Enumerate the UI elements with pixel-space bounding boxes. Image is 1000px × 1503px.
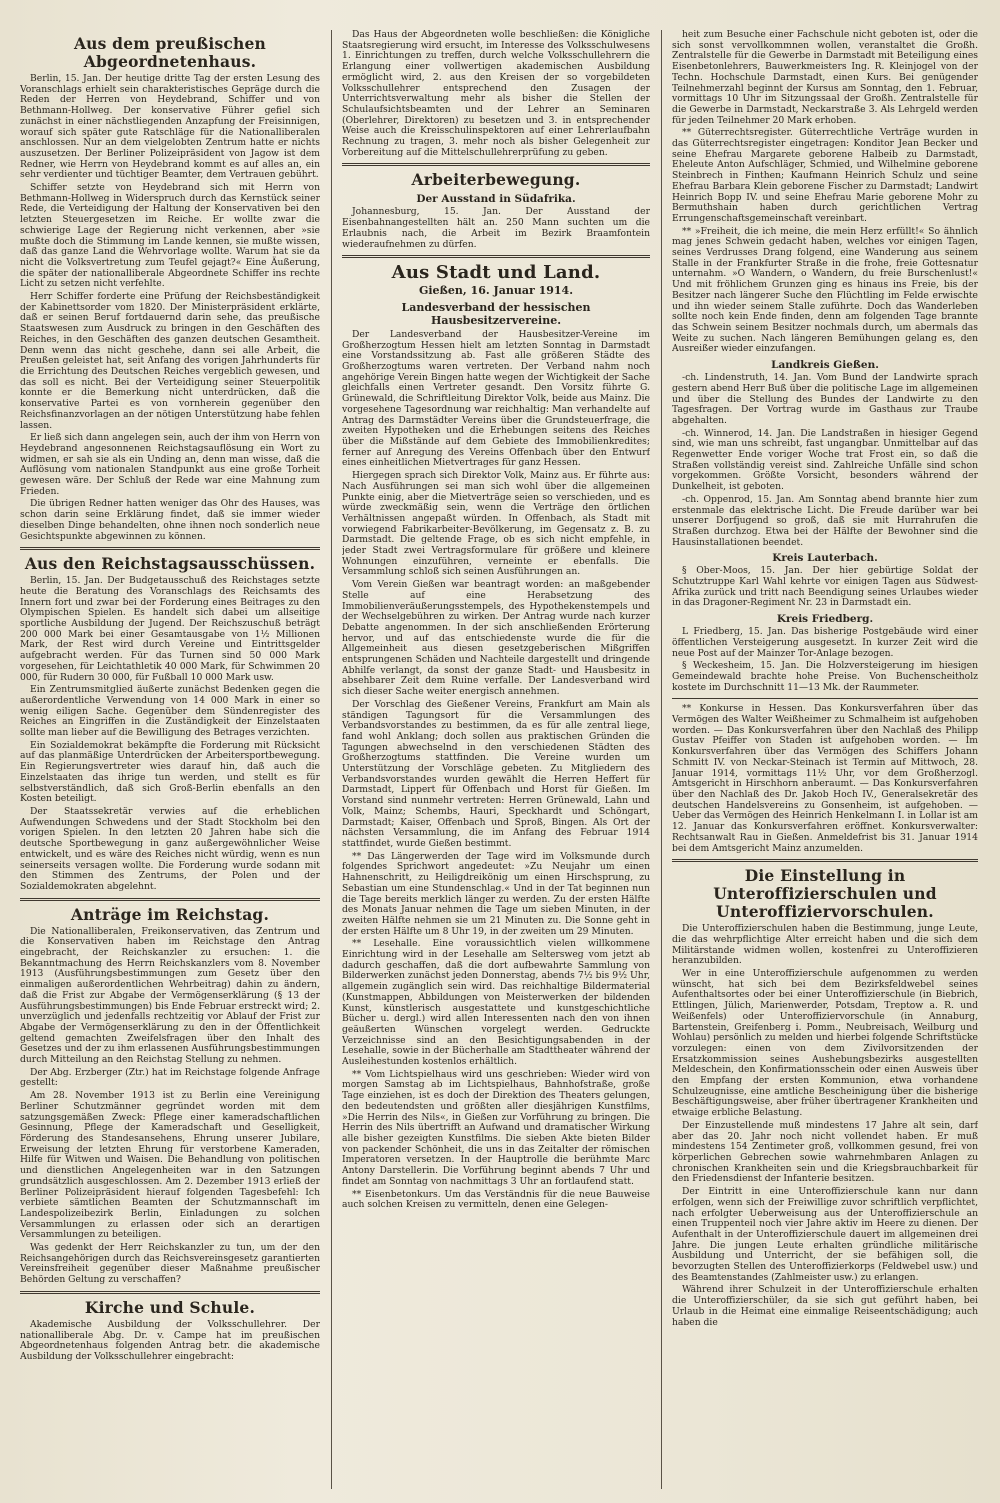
region-heading-lauterbach: Kreis Lauterbach. — [772, 552, 878, 565]
article-paragraph: ** Eisenbetonkurs. Um das Verständnis für die neue Bauweise auch solchen Kreisen zu vermitteln, denen eine Gelegen- — [342, 1188, 650, 1211]
section-divider — [672, 698, 978, 699]
article-paragraph: -ch. Oppenrod, 15. Jan. Am Sonntag abend brannte hier zum erstenmale das elektrische Licht. Die Freude darüber war bei unserer Dorfjugend so groß, daß sie mit Hurrahrufen die Straßen durchzog. Etwa bei der Hälfte der Bewohner sind die Hausinstallationen beendet. — [672, 493, 978, 548]
section-title-reichstagsausschuesse: Aus den Reichstagsausschüssen. — [24, 554, 316, 574]
section-title-arbeiterbewegung: Arbeiterbewegung. — [411, 170, 581, 190]
section-divider — [20, 898, 320, 901]
article-paragraph: Was gedenkt der Herr Reichskanzler zu tun, um der den Reichsangehörigen durch das Reichsvereinsgesetz garantierten Vereinsfreiheit gegenüber dieser Maßnahme preußischer Behörden Geltung zu verschaffen? — [20, 1242, 320, 1286]
article-paragraph: ** »Freiheit, die ich meine, die mein Herz erfüllt!« So ähnlich mag jenes Schwein gedacht haben, welches vor einigen Tagen, seines Verdrusses Drang folgend, eine Wanderung aus seinem Stalle in der Frankfurter Straße in die frohe, freie Gottesnatur unternahm. »O Wandern, o Wandern, du freie Burschenlust!« Und mit fröhlichem Grunzen ging es hinaus ins Freie, bis der Besitzer nach längerer Suche den Flüchtling im Felde erwischte und ihn wieder seinem Stalle zuführte. Doch das Wanderleben sollte noch kein Ende finden, denn am folgenden Tage brannte das Schwein seinem Besitzer nochmals durch, um abermals das Weite zu suchen. Nach längeren Bemühungen gelang es, den Ausreißer wieder einzufangen. — [672, 225, 978, 355]
article-paragraph: § Weckesheim, 15. Jan. Die Holzversteigerung im hiesigen Gemeindewald brachte hohe Preise. Von Buchenscheitholz kostete im Durchschnitt 11—13 Mk. der Raummeter. — [672, 660, 978, 693]
article-paragraph: Ein Zentrumsmitglied äußerte zunächst Bedenken gegen die außerordentliche Verwendung von 14 000 Mark in einer so wenig eiligen Sache. Gegenüber dem Sündenregister des Reiches an Eingriffen in die Zuständigkeit der Einzelstaaten sollte man lieber auf die Bewilligung des Betrages verzichten. — [20, 684, 320, 739]
column-2 — [342, 30, 650, 1489]
subheading-ausstand: Der Ausstand in Südafrika. — [416, 193, 576, 206]
section-divider — [672, 859, 978, 862]
section-title-kirche-schule: Kirche und Schule. — [84, 1297, 256, 1317]
region-heading-giessen: Landkreis Gießen. — [771, 359, 879, 372]
subheading-landesverband: Landesverband der hessischen Hausbesitzervereine. — [401, 300, 591, 327]
article-paragraph: ** Güterrechtsregister. Güterrechtliche Verträge wurden in das Güterrechtsregister eingetragen: Konditor Jean Becker und seine Ehefrau Margarete geborene Halbeib zu Darmstadt, Eheleute Anton Aufschläger, Schmied, und Wilhelmine geborene Steinbrech in Finthen; Kaufmann Heinrich Schulz und seine Ehefrau Barbara Klein geborene Fischer zu Darmstadt; Landwirt Heinrich Bopp IV. und seine Ehefrau Marie geborene Mohr zu Bermuthshain haben durch gerichtlichen Vertrag Errungenschaftsgemeinschaft vereinbart. — [672, 127, 978, 224]
column-1 — [20, 30, 320, 1489]
column-rule-2 — [661, 30, 662, 1489]
article-paragraph: Die Nationalliberalen, Freikonservativen, das Zentrum und die Konservativen haben im Reichstage den Antrag eingebracht, der Reichskanzler zu ersuchen: 1. die Bekanntmachung des Herrn Reichskanzlers vom 8. November 1913 (Ausführungsbestimmungen zum Gesetz über den einmaligen außerordentlichen Wehrbeitrag) dahin zu ändern, daß die Frist zur Abgabe der Vermögenserklärung (§ 13 der Ausführungsbestimmungen) bis Ende Februar erstreckt wird; 2. unverzüglich und jedenfalls rechtzeitig vor Ablauf der Frist zur Abgabe der Vermögenserklärung zu den in der Öffentlichkeit geltend gemachten Zweifelsfragen über den Inhalt des Gesetzes und der zu ihm erlassenen Ausführungsbestimmungen durch Mitteilung an den Reichstag Stellung zu nehmen. — [20, 925, 320, 1066]
section-divider — [342, 163, 650, 166]
article-paragraph: L Friedberg, 15. Jan. Das bisherige Postgebäude wird einer öffentlichen Versteigerung ausgesetzt. In kurzer Zeit wird die neue Post auf der Mainzer Tor-Anlage bezogen. — [672, 626, 978, 659]
article-paragraph: ** Vom Lichtspielhaus wird uns geschrieben: Wieder wird von morgen Samstag ab im Lichtspielhaus, Bahnhofstraße, große Tage einziehen, ist es doch der Direktion des Theaters gelungen, den bedeutendsten und größten aller diesjährigen Kunstfilms, »Die Herrin des Nils«, in Gießen zur Vorführung zu bringen. Die Herrin des Nils übertrifft an Aufwand und dramatischer Wirkung alle bisher gezeigten Kunstfilms. Die sieben Akte bieten Bilder von packender Schönheit, die uns in das Zeitalter der römischen Imperatoren versetzen. In der Hauptrolle die berühmte Marc Antony Darstellerin. Die Vorführung beginnt abends 7 Uhr und findet am Sonntag von nachmittags 3 Uhr an fortlaufend statt. — [342, 1068, 650, 1187]
article-paragraph: Hiergegen sprach sich Direktor Volk, Mainz aus. Er führte aus: Nach Ausführungen sei man sich wohl über die allgemeinen Punkte einig, aber die Mietverträge seien so verschieden, und es würde zweckmäßig sein, wenn die Verträge den örtlichen Verhältnissen angepaßt würden. In Offenbach, als Stadt mit vorwiegend Fabrikarbeiter-Bevölkerung, im Gegensatz z. B. zu Darmstadt. Die geltende Frage, ob es sich nicht empfehle, in jeder Stadt zwei Vertragsformulare für größere und kleinere Wohnungen einzuführen, verneinte er ebenfalls. Die Versammlung schloß sich seinen Ausführungen an. — [342, 470, 650, 578]
section-divider — [20, 547, 320, 550]
article-paragraph: heit zum Besuche einer Fachschule nicht geboten ist, oder die sich sonst vervollkommnen wollen, veranstaltet die Großh. Zentralstelle für die Gewerbe in Darmstadt mit Beteiligung eines Eisenbetonlehrers, Bauwerkmeisters Ing. R. Kleinjogel von der Techn. Hochschule Darmstadt, einen Kurs. Bei genügender Teilnehmerzahl beginnt der Kursus am Sonntag, den 1. Februar, vormittags 10 Uhr im Sitzungssaal der Großh. Zentralstelle für die Gewerbe in Darmstadt, Neckarstraße 3. Als Lehrgeld werden für jeden Teilnehmer 20 Mark erhoben. — [672, 30, 978, 126]
article-paragraph: Der Einzustellende muß mindestens 17 Jahre alt sein, darf aber das 20. Jahr noch nicht vollendet haben. Er muß mindestens 154 Zentimeter groß, vollkommen gesund, frei von körperlichen Gebrechen sowie wahrnehmbaren Anlagen zu chronischen Krankheiten sein und die Kriegsbrauchbarkeit für den Friedensdienst der Infanterie besitzen. — [672, 1119, 978, 1185]
article-paragraph: Am 28. November 1913 ist zu Berlin eine Vereinigung Berliner Schutzmänner gegründet worden mit dem satzungsgemäßen Zweck: Pflege einer kameradschaftlichen Gesinnung, Pflege der Kameradschaft und Geselligkeit, Förderung des Standesansehens, Ehrung unserer Jubilare, Erweisung der letzten Ehrung für verstorbene Kameraden, Hilfe für Witwen und Waisen. Die Behandlung von politischen und dienstlichen Angelegenheiten war in den Satzungen grundsätzlich ausgeschlossen. Am 2. Dezember 1913 erließ der Berliner Polizeipräsident hierauf folgenden Tagesbefehl: Ich verbiete sämtlichen Beamten der Schutzmannschaft im Landespolizeibezirk Berlin, Einladungen zu solchen Versammlungen zu erlassen oder sich an derartigen Versammlungen zu beteiligen. — [20, 1090, 320, 1241]
article-paragraph: Akademische Ausbildung der Volksschullehrer. Der nationalliberale Abg. Dr. v. Campe hat im preußischen Abgeordnetenhaus folgenden Antrag betr. die akademische Ausbildung der Volksschullehrer eingebracht: — [20, 1318, 320, 1362]
article-paragraph: Ein Sozialdemokrat bekämpfte die Forderung mit Rücksicht auf das planmäßige Unterdrücken der Arbeitersportbewegung. Ein Regierungsvertreter wies darauf hin, daß auch die Einzelstaaten das ihrige tun werden, und stellt es für selbstverständlich, daß sich Groß-Berlin ebenfalls an den Kosten beteiligt. — [20, 739, 320, 805]
section-title-unteroffizierschulen: Die Einstellung in Unteroffizierschulen und Unteroffiziervorschulen. — [713, 866, 937, 922]
article-paragraph: Der Staatssekretär verwies auf die erheblichen Aufwendungen Schwedens und der Stadt Stockholm bei den vorigen Spielen. In den letzten 20 Jahren habe sich die deutsche Sportbewegung in ganz außergewöhnlicher Weise entwickelt, und es wäre des Reiches nicht würdig, wenn es nun seinerseits versagen wollte. Die Forderung wurde sodann mit den Stimmen des Zentrums, der Polen und der Sozialdemokraten abgelehnt. — [20, 806, 320, 892]
article-paragraph: Berlin, 15. Jan. Der heutige dritte Tag der ersten Lesung des Voranschlags erhielt sein charakteristisches Gepräge durch die Reden der Herren von Heydebrand, Schiffer und von Bethmann-Hollweg. Der konservative Führer gefiel sich zunächst in einer nächstliegenden Anzapfung der Freisinnigen, worauf sich später gute Ratschläge für die Nationalliberalen anschlossen. Nur an dem vielgelobten Zentrum hatte er nichts auszusetzen. Der Berliner Polizeipräsident von Jagow ist dem Redner, wie Herrn von Heydebrand kommt es auf alles an, ein sehr verdienter und tüchtiger Beamter, dem Vertrauen gebührt. — [20, 73, 320, 181]
article-paragraph: Während ihrer Schulzeit in der Unteroffizierschule erhalten die Unteroffizierschüler, da sie sich gut geführt haben, bei Urlaub in die Heimat eine einmalige Reiseentschädigung; auch haben die — [672, 1284, 978, 1328]
article-paragraph: ** Lesehalle. Eine voraussichtlich vielen willkommene Einrichtung wird in der Lesehalle am Seltersweg vom jetzt ab dadurch geschaffen, daß die dort aufbewahrte Sammlung von Bilderwerken zunächst jeden Donnerstag, abends 7½ bis 9½ Uhr, allgemein zugänglich sein wird. Das reichhaltige Bildermaterial (Kunstmappen, Abbildungen von Meisterwerken der bildenden Kunst, künstlerisch ausgestattete und kunstgeschichtliche Bücher u. dergl.) wird allen Interessenten nach den von ihnen geäußerten Wünschen vorgelegt werden. Gedruckte Verzeichnisse sind an den Besichtigungsabenden in der Lesehalle, sowie in der Bücherhalle am Stadttheater während der Ausleihestunden kostenlos erhältlich. — [342, 938, 650, 1068]
article-paragraph: Die übrigen Redner hatten weniger das Ohr des Hauses, was schon darin seine Erklärung findet, daß sie immer wieder dieselben Dinge behandelten, ohne ihnen noch sonderlich neue Gesichtspunkte abgewinnen zu können. — [20, 498, 320, 542]
article-paragraph: Herr Schiffer forderte eine Prüfung der Reichsbeständigkeit der Kabinettsorder vom 1820. Der Ministerpräsident erklärte, daß er seinen Beruf fortdauernd darin sehe, das preußische Staatswesen zum Ausdruck zu bringen in den Geschäften des Reiches, in den Geschäften des ganzen deutschen Gesamtheit. Denn wenn das nicht geschehe, dann sei alle Arbeit, die Preußen geleistet hat, seit Anfang des vorigen Jahrhunderts für die Errichtung des Deutschen Reiches vergeblich gewesen, und das soll es nicht. Bei der Verteidigung seiner Steuerpolitik konnte er die Bemerkung nicht unterdrücken, daß die konservative Partei es von vornherein gegenüber den Reichsfinanzvorlagen an der nötigen Unterstützung habe fehlen lassen. — [20, 291, 320, 431]
article-paragraph: ** Konkurse in Hessen. Das Konkursverfahren über das Vermögen des Walter Weißheimer zu Schmalheim ist aufgehoben worden. — Das Konkursverfahren über den Nachlaß des Philipp Gustav Pfeiffer von Staden ist aufgehoben worden. — Im Konkursverfahren über das Vermögen des Schiffers Johann Schmitt IV. von Neckar-Steinach ist Termin auf Mittwoch, 28. Januar 1914, vormittags 11½ Uhr, vor dem Großherzogl. Amtsgericht in Hirschhorn anberaumt. — Das Konkursverfahren über den Nachlaß des Dr. Jakob Hoch IV., Generalsekretär des deutschen Handelsvereins zu Gonsenheim, ist aufgehoben. — Ueber das Vermögen des Heinrich Henkelmann I. in Lollar ist am 12. Januar das Konkursverfahren eröffnet. Konkursverwalter: Rechtsanwalt Rau in Gießen. Anmeldefrist bis 31. Januar 1914 bei dem Amtsgericht Mainz anzumelden. — [672, 703, 978, 854]
article-paragraph: Johannesburg, 15. Jan. Der Ausstand der Eisenbahnangestellten hält an. 250 Mann suchten um die Erlaubnis nach, die Arbeit im Bezirk Braamfontein wiederaufnehmen zu dürfen. — [342, 206, 650, 250]
article-paragraph: Er ließ sich dann angelegen sein, auch der ihm von Herrn von Heydebrand angesonnenen Reichstagsauflösung ein Wort zu widmen, er sah sie als ein Unding an, denn man wisse, daß die Auflösung vom nationalen Standpunkt aus eine große Torheit gewesen wäre. Der Schluß der Rede war eine Mahnung zum Frieden. — [20, 432, 320, 497]
article-paragraph: Der Abg. Erzberger (Ztr.) hat im Reichstage folgende Anfrage gestellt: — [20, 1066, 320, 1089]
article-paragraph: Vom Verein Gießen war beantragt worden: an maßgebender Stelle auf eine Herabsetzung des Immobilienveräußerungsstempels, des Hypothekenstempels und der Wechselgebühren zu wirken. Der Antrag wurde nach kurzer Debatte angenommen. In der sich anschließenden Erörterung hervor, und auf das entschiedenste wurde die für die Allgemeinheit aus diesen gesetzgeberischen Mißgriffen entsprungenen Schäden und Nachteile dargestellt und dringende Abhilfe verlangt, da sonst der ganze Stadt- und Hausbesitz in absehbarer Zeit dem Ruine verfalle. Der Landesverband wird sich dieser Sache weiter energisch annehmen. — [342, 579, 650, 698]
article-paragraph: Berlin, 15. Jan. Der Budgetausschuß des Reichstages setzte heute die Beratung des Voranschlags des Reichsamts des Innern fort und zwar bei der Forderung eines Beitrages zu den Olympischen Spielen. Es handelt sich dabei um allseitige sportliche Ausbildung der Jugend. Der Reichszuschuß beträgt 200 000 Mark bei einer Gesamtausgabe von 1½ Millionen Mark, der Rest wird durch Vereine und Eintrittsgelder aufgebracht werden. Für das Turnen sind 50 000 Mark vorgesehen, für Leichtathletik 40 000 Mark, für Schwimmen 20 000, für Rudern 30 000, für Fußball 10 000 Mark usw. — [20, 575, 320, 683]
section-divider — [20, 1291, 320, 1294]
article-paragraph: Der Eintritt in eine Unteroffizierschule kann nur dann erfolgen, wenn sich der Freiwillige zuvor schriftlich verpflichtet, nach erfolgter Ueberweisung aus der Unteroffizierschule an einen Truppenteil noch vier Jahre aktiv im Heere zu dienen. Der Aufenthalt in der Unteroffizierschule dauert im allgemeinen drei Jahre. Die jungen Leute erhalten gründliche militärische Ausbildung und Unterricht, der sie befähigen soll, die bevorzugten Stellen des Unteroffizierkorps (Feldwebel usw.) und des Beamtenstandes (Zahlmeister usw.) zu erlangen. — [672, 1186, 978, 1283]
section-title-antraege: Anträge im Reichstag. — [70, 904, 270, 924]
article-paragraph: Der Vorschlag des Gießener Vereins, Frankfurt am Main als ständigen Tagungsort für die Versammlungen des Verbandsvorstandes zu bestimmen, da es für alle zentral liege, fand wohl Anklang; doch sollen aus praktischen Gründen die Tagungen abwechselnd in den verschiedenen Städten des Großherzogtums stattfinden. Die Vereine wurden um Unterstützung der Vorschläge gebeten. Zu Mitgliedern des Verbandsvorstandes wurden gewählt die Herren Heffert für Darmstadt, Lippert für Offenbach und Horst für Gießen. Im Vorstand sind nunmehr vertreten: Herren Grünewald, Lahn und Volk, Mainz; Schembs, Hauri, Speckhardt und Schöngart, Darmstadt; Kaiser, Offenbach und Sproß, Bingen. Als Ort der nächsten Versammlung, die im Anfang des Februar 1914 stattfindet, wurde Gießen bestimmt. — [342, 698, 650, 849]
dateline: Gießen, 16. Januar 1914. — [418, 284, 574, 298]
article-paragraph: Das Haus der Abgeordneten wolle beschließen: die Königliche Staatsregierung wird ersucht, im Interesse des Volksschulwesens 1. Einrichtungen zu treffen, durch welche Volksschullehrern die Erlangung einer vollwertigen akademischen Ausbildung ermöglicht wird, 2. aus den Kreisen der so vorgebildeten Volksschullehrer entsprechend den Zusagen der Unterrichtsverwaltung mehr als bisher die Stellen der Schulaufsichtsbeamten und der Lehrer an Seminaren (Oberlehrer, Direktoren) zu besetzen und 3. in entsprechender Weise auch die Kreisschulinspektoren auf einer Lehrerlaufbahn Rechnung zu tragen, 3. mehr noch als bisher Gelegenheit zur Vorbereitung auf die Mittelschullehrerprüfung zu geben. — [342, 30, 650, 158]
section-title-abgeordnetenhaus: Aus dem preußischen Abgeordnetenhaus. — [73, 34, 267, 71]
article-paragraph: Wer in eine Unteroffizierschule aufgenommen zu werden wünscht, hat sich bei dem Bezirksfeldwebel seines Aufenthaltsortes oder bei einer Unteroffizierschule (in Biebrich, Ettlingen, Jülich, Marienwerder, Potsdam, Treptow a. R. und Weißenfels) oder Unteroffiziervorschule (in Annaburg, Bartenstein, Greifenberg i. Pomm., Neubreisach, Weilburg und Wohlau) persönlich zu melden und hierbei folgende Schriftstücke vorzulegen: einen von dem Zivilvorsitzenden der Ersatzkommission seines Aushebungsbezirks ausgestellten Meldeschein, den Konfirmationsschein oder einen Ausweis über den Empfang der ersten Kommunion, etwa vorhandene Schulzeugnisse, eine amtliche Bescheinigung über die bisherige Beschäftigungsweise, aber früher übertragener Krankheiten und etwaige erbliche Belastung. — [672, 968, 978, 1119]
article-paragraph: Die Unteroffizierschulen haben die Bestimmung, junge Leute, die das wehrpflichtige Alter erreicht haben und die sich dem Militärstande widmen wollen, kostenfrei zu Unteroffizieren heranzubilden. — [672, 923, 978, 967]
article-paragraph: ** Das Längerwerden der Tage wird im Volksmunde durch folgendes Sprichwort angedeutet: »Zu Neujahr um einen Hahnenschritt, zu Heiligdreikönig um einen Hirschsprung, zu Sebastian um eine Stundenschlag.« Und in der Tat beginnen nun die Tage bereits merklich länger zu werden. Zu der ersten Hälfte des Monats Januar nehmen die Tage um sieben Minuten, in der zweiten Hälfte nehmen sie um 21 Minuten zu. Die Sonne geht in der ersten Hälfte um 8 Uhr 19, in der zweiten um 29 Minuten. — [342, 850, 650, 937]
column-3 — [672, 30, 978, 1489]
article-paragraph: -ch. Lindenstruth, 14. Jan. Vom Bund der Landwirte sprach gestern abend Herr Buß über die politische Lage im allgemeinen und über die Stellung des Bundes der Landwirte zu den Tagesfragen. Der Vortrag wurde im Gasthaus zur Traube abgehalten. — [672, 372, 978, 426]
article-paragraph: § Ober-Moos, 15. Jan. Der hier gebürtige Soldat der Schutztruppe Karl Wahl kehrte vor einigen Tagen aus Südwest-Afrika zurück und tritt nach Beendigung seines Urlaubes wieder in das Dragoner-Regiment Nr. 23 in Darmstadt ein. — [672, 565, 978, 609]
article-paragraph: -ch. Winnerod, 14. Jan. Die Landstraßen in hiesiger Gegend sind, wie man uns schreibt, fast ungangbar. Unmittelbar auf das Regenwetter Ende voriger Woche trat Frost ein, so daß die Straßen vollständig vereist sind. Zahlreiche Unfälle sind schon vorgekommen. Größte Vorsicht, besonders während der Dunkelheit, ist geboten. — [672, 427, 978, 493]
article-paragraph: Der Landesverband der Hausbesitzer-Vereine im Großherzogtum Hessen hielt am letzten Sonntag in Darmstadt eine Vorstandssitzung ab. Fast alle größeren Städte des Großherzogtums waren vertreten. Der Verband nahm noch angehörige Verein Bingen hatte wegen der Wichtigkeit der Sache gleichfalls einen Vertreter gesandt. Den Vorsitz führte G. Grünewald, die Schriftleitung Direktor Volk, beide aus Mainz. Die vorgesehene Tagesordnung war reichhaltig: Man verhandelte auf Antrag des Darmstädter Vereins über die Grundsteuerfrage, die zweiten Hypotheken und die Erhebungen seitens des Reiches über die Mißstände auf dem Gebiete des Immobilienkredites; ferner auf Anregung des Vereins Offenbach über den Entwurf eines einheitlichen Mietvertrages für ganz Hessen. — [342, 328, 650, 469]
region-heading-friedberg: Kreis Friedberg. — [776, 613, 874, 626]
section-divider — [342, 255, 650, 258]
column-rule-1 — [331, 30, 332, 1489]
article-paragraph: Schiffer setzte von Heydebrand sich mit Herrn von Bethmann-Hollweg in Widerspruch durch das Kernstück seiner Rede, die Verteidigung der Haltung der Konservativen bei den letzten Steuergesetzen im Reiche. Er wollte zwar die schwierige Lage der Regierung nicht verkennen, aber »sie mußte doch die Stimmung im Lande kennen, sie mußte wissen, daß das ganze Land die Wehrvorlage wollte. Warum hat sie da nicht die Volksvertretung zum Teufel gejagt?« Eine Äußerung, die später der nationalliberale Abgeordnete Schiffer ins rechte Licht zu setzen nicht verfehlte. — [20, 182, 320, 290]
section-title-stadt-land: Aus Stadt und Land. — [391, 262, 601, 284]
